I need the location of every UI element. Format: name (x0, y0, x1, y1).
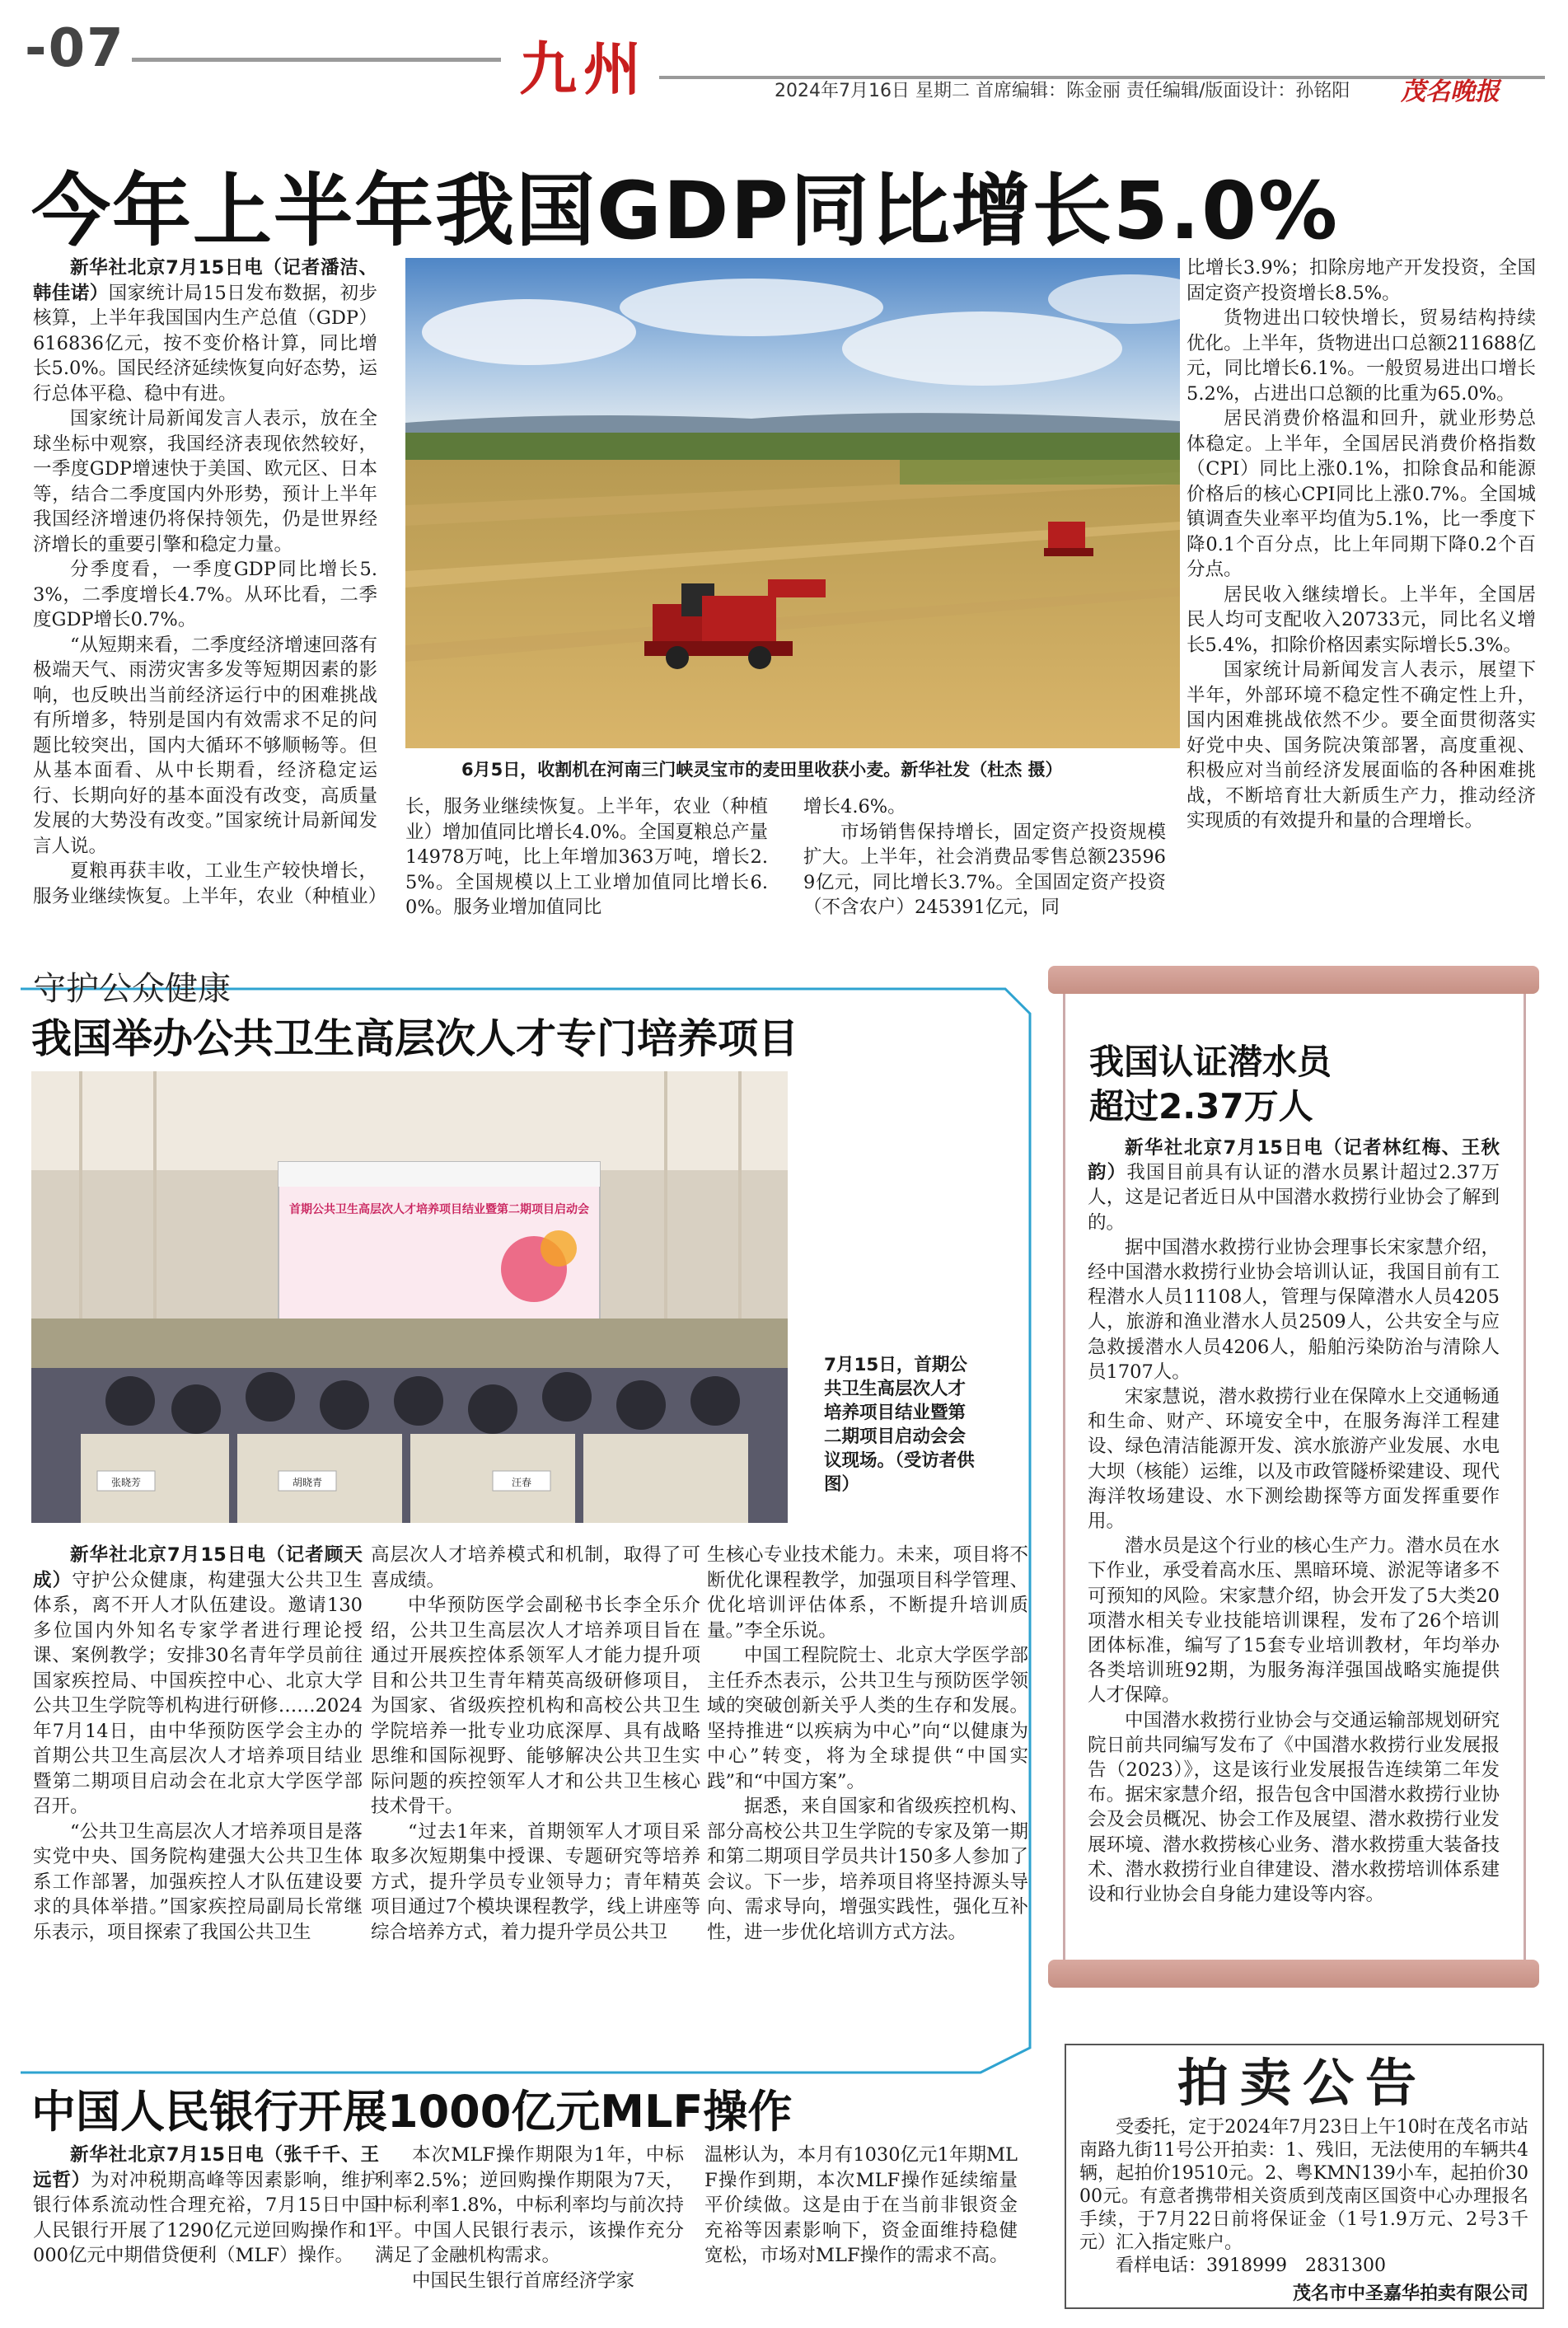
article1-para: 分季度看，一季度GDP同比增长5.3%，二季度增长4.7%。从环比看，二季度GDP增长0.7%。 (33, 559, 377, 630)
article2-para: 生核心专业技术能力。未来，项目将不断优化课程教学，加强项目科学管理、优化培训评估体系，不断提升培训质量。”李全乐说。 (707, 1544, 1028, 1642)
article3-para: 中国潜水救捞行业协会与交通运输部规划研究院日前共同编写发布了《中国潜水救捞行业发展报告（2023）》，这是该行业发展报告连续第二年发布。据宋家慧介绍，报告包含中国潜水救捞行业协会及会员概况、协会工作及展望、潜水救捞行业发展环境、潜水救捞核心业务、潜水救捞重大装备技术、潜水救捞行业自律建设、潜水救捞培训体系建设和行业协会自身能力建设等内容。 (1088, 1709, 1500, 1906)
article3-lead: 新华社北京7月15日电（记者林红梅、王秋韵） (1088, 1137, 1500, 1184)
article2-para: 据悉，来自国家和省级疾控机构、部分高校公共卫生学院的专家及第一期和第二期项目学员共计150多人参加了会议。下一步，培养项目将坚持源头导向、需求导向，增强实践性，强化互补性，进一步优化培训方式方法。 (707, 1796, 1028, 1943)
article4-para: 中国民生银行首席经济学家 (412, 2269, 635, 2292)
article1-para: “从短期来看，二季度经济增速回落有极端天气、雨涝灾害多发等短期因素的影响，也反映出当前经济运行中的困难挑战有所增多，特别是国内有效需求不足的问题比较突出，国内大循环不够顺畅等。但从基本面看、从中长期看，经济稳定运行、长期向好的基本面没有改变，高质量发展的大势没有改变。”国家统计局新闻发言人说。 (33, 634, 377, 857)
article4-col3 (704, 2143, 1018, 2269)
auction-title: 拍卖公告 (1177, 2053, 1428, 2113)
article1-col4 (1187, 255, 1536, 834)
article1-para: 国家统计局新闻发言人表示，放在全球坐标中观察，我国经济表现依然较好，一季度GDP增速快于美国、欧元区、日本等，结合二季度国内外形势，预计上半年我国经济增速仍将保持领先，仍是世界经济增长的重要引擎和稳定力量。 (33, 408, 377, 555)
article2-col2 (371, 1543, 700, 2004)
article4-para: 本次MLF操作期限为1年，中标利率2.5%；逆回购操作期限为7天，中标利率1.8%，中标利率均与前次持平。中国人民银行表示，该操作充分满足了金融机构需求。 (375, 2144, 684, 2266)
article1-lead: 新华社北京7月15日电（记者潘洁、韩佳诺） (33, 257, 377, 304)
auction-body: 受委托，定于2024年7月23日上午10时在茂名市站南路九街11号公开拍卖：1、残旧，无法使用的车辆共4辆，起拍价19510元。2、粤KMN139小车，起拍价3000元。有意者携带相关资质到茂南区国资中心办理报名手续，于7月22日前将保证金（1号1.9万元、2号3千元）汇入指定账户。 看样电话：3918999 2831300 (1079, 2117, 1528, 2276)
article3-body: 新华社北京7月15日电（记者林红梅、王秋韵）我国目前具有认证的潜水员累计超过2.37万人，这是记者近日从中国潜水救捞行业协会了解到的。 据中国潜水救捞行业协会理事长宋家慧介绍，经中国潜水救捞行业协会培训认证，我国目前有工程潜水人员11108人，管理与保障潜水人员4205人，旅游和渔业潜水人员2509人，公共安全与应急救援潜水人员4206人，船舶污染防治与清除人员1707人。 宋家慧说，潜水救捞行业在保障水上交通畅通和生命、财产、环境安全中，在服务海洋工程建设、绿色清洁能源开发、滨水旅游产业发展、水电大坝（核能）运维，以及市政管隧桥梁建设、现代海洋牧场建设、水下测绘勘探等方面发挥重要作用。 潜水员是这个行业的核心生产力。潜水员在水下作业，承受着高水压、黑暗环境、淤泥等诸多不可预知的风险。宋家慧介绍，协会开发了5大类20项潜水相关专业技能培训课程，发布了26个培训团体标准，编写了15套专业培训教材，年均举办各类培训班92期，为服务海洋强国战略实施提供人才保障。 中国潜水救捞行业协会与交通运输部规划研究院日前共同编写发布了《中国潜水救捞行业发展报告（2023）》，这是该行业发展报告连续第二年发布。据宋家慧介绍，报告包含中国潜水救捞行业协会及会员概况、协会工作及展望、潜水救捞行业发展环境、潜水救捞核心业务、潜水救捞重大装备技术、潜水救捞行业自律建设、潜水救捞培训体系建设和行业协会自身能力建设等内容。 (1088, 1136, 1500, 1907)
article1-para: 居民收入继续增长。上半年，全国居民人均可支配收入20733元，同比名义增长5.4%，扣除价格因素实际增长5.3%。 (1187, 583, 1536, 656)
article1-para: 市场销售保持增长，固定资产投资规模扩大。上半年，社会消费品零售总额235969亿元，同比增长3.7%。全国固定资产投资（不含农户）245391亿元，同 (803, 821, 1166, 918)
article4-para: 温彬认为，本月有1030亿元1年期MLF操作到期，本次MLF操作延续缩量平价续做。这是由于在当前非银资金充裕等因素影响下，资金面维持稳健宽松，市场对MLF操作的需求不高。 (704, 2144, 1018, 2266)
article2-col1: 新华社北京7月15日电（记者顾天成）守护公众健康，构建强大公共卫生体系，离不开人才队伍建设。邀请130多位国内外知名专家学者进行理论授课、案例教学；安排30名青年学员前往国家疾控局、中国疾控中心、北京大学公共卫生学院等机构进行研修……2024年7月14日，由中华预防医学会主办的首期公共卫生高层次人才培养项目结业暨第二期项目启动会在北京大学医学部召开。 “公共卫生高层次人才培养项目是落实党中央、国务院构建强大公共卫生体系工作部署，加强疾控人才队伍建设要求的具体举措。”国家疾控局副局长常继乐表示，项目探索了我国公共卫生 (33, 1543, 363, 2004)
article2-lead: 新华社北京7月15日电（记者顾天成） (33, 1544, 363, 1591)
auction-company: 茂名市中圣嘉华拍卖有限公司 (1292, 2284, 1528, 2304)
name-card: 汪春 (511, 1477, 532, 1488)
article1-title: 今年上半年我国GDP同比增长5.0% (31, 165, 1340, 257)
article2-kicker: 守护公众健康 (33, 970, 231, 1008)
name-card: 张晓芳 (110, 1477, 142, 1488)
harvest-photo (405, 258, 1180, 748)
article3-para: 潜水员是这个行业的核心生产力。潜水员在水下作业，承受着高水压、黑暗环境、淤泥等诸多不可预知的风险。宋家慧介绍，协会开发了5大类20项潜水相关专业技能培训课程，发布了26个培训团体标准，编写了15套专业培训教材，年均举办各类培训班92期，为服务海洋强国战略实施提供人才保障。 (1088, 1535, 1500, 1707)
article2-col3 (707, 1543, 1028, 2004)
article3-title: 我国认证潜水员 超过2.37万人 (1089, 1042, 1332, 1127)
article2-para: “过去1年来，首期领军人才项目采取多次短期集中授课、专题研究等培养方式，提升学员专业领导力；青年精英项目通过7个模块课程教学，线上讲座等综合培养方式，着力提升学员公共卫 (371, 1820, 700, 1943)
scroll-bottom (1048, 1960, 1539, 1988)
article1-para: 居民消费价格温和回升，就业形势总体稳定。上半年，全国居民消费价格指数（CPI）同比上涨0.1%，扣除食品和能源价格后的核心CPI同比上涨0.7%。全国城镇调查失业率平均值为5.1%，比一季度下降0.1个百分点，比上年同期下降0.2个百分点。 (1187, 408, 1536, 580)
dateline: 2024年7月16日 星期二 首席编辑：陈金丽 责任编辑/版面设计：孙铭阳 (775, 81, 1350, 101)
paper-logo: 茂名晚报 (1401, 77, 1500, 106)
article1-col1: 新华社北京7月15日电（记者潘洁、韩佳诺）国家统计局15日发布数据，初步核算，上半年我国国内生产总值（GDP）616836亿元，按不变价格计算，同比增长5.0%。国民经济延续恢复向好态势，运行总体平稳、稳中有进。 国家统计局新闻发言人表示，放在全球坐标中观察，我国经济表现依然较好，一季度GDP增速快于美国、欧元区、日本等，结合二季度国内外形势，预计上半年我国经济增速仍将保持领先，仍是世界经济增长的重要引擎和稳定力量。 分季度看，一季度GDP同比增长5.3%，二季度增长4.7%。从环比看，二季度GDP增长0.7%。 “从短期来看，二季度经济增速回落有极端天气、雨涝灾害多发等短期因素的影响，也反映出当前经济运行中的困难挑战有所增多，特别是国内有效需求不足的问题比较突出，国内大循环不够顺畅等。但从基本面看、从中长期看，经济稳定运行、长期向好的基本面没有改变，高质量发展的大势没有改变。”国家统计局新闻发言人说。 夏粮再获丰收，工业生产较快增长，服务业继续恢复。上半年，农业（种植业） (33, 255, 377, 910)
article3-para: 宋家慧说，潜水救捞行业在保障水上交通畅通和生命、财产、环境安全中，在服务海洋工程建设、绿色清洁能源开发、滨水旅游产业发展、水电大坝（核能）运维，以及市政管隧桥梁建设、现代海洋牧场建设、水下测绘勘探等方面发挥重要作用。 (1088, 1386, 1500, 1533)
article1-para: 货物进出口较快增长，贸易结构持续优化。上半年，货物进出口总额211688亿元，同比增长6.1%。一般贸易进出口增长5.2%，占进出口总额的比重为65.0%。 (1187, 307, 1536, 405)
article1-para: 比增长3.9%；扣除房地产开发投资，全国固定资产投资增长8.5%。 (1187, 257, 1536, 304)
article4-col2 (375, 2143, 684, 2293)
article4-col1: 新华社北京7月15日电（张千千、王远哲）为对冲税期高峰等因素影响，维护银行体系流动性合理充裕，7月15日中国人民银行开展了1290亿元逆回购操作和1000亿元中期借贷便利（MLF）操作。 (33, 2144, 379, 2266)
article1-col2 (405, 794, 768, 920)
article1-para: 增长4.6%。 (803, 796, 906, 817)
name-card: 胡晓青 (292, 1477, 323, 1488)
section-tag: 九州 (519, 35, 648, 103)
article1-para: 国家统计局新闻发言人表示，展望下半年，外部环境不稳定性不确定性上升，国内困难挑战依然不少。要全面贯彻落实好党中央、国务院决策部署，高度重视、积极应对当前经济发展面临的各种困难挑战，不断培育壮大新质生产力，推动经济实现质的有效提升和量的合理增长。 (1187, 659, 1536, 831)
meeting-photo-caption: 7月15日，首期公共卫生高层次人才培养项目结业暨第二期项目启动会会议现场。（受访者供图） (824, 1355, 975, 1495)
meeting-photo-image (31, 1071, 788, 1523)
article1-para: 夏粮再获丰收，工业生产较快增长，服务业继续恢复。上半年，农业（种植业） (33, 860, 377, 907)
article4-title: 中国人民银行开展1000亿元MLF操作 (31, 2086, 793, 2138)
article3-para: 据中国潜水救捞行业协会理事长宋家慧介绍，经中国潜水救捞行业协会培训认证，我国目前有工程潜水人员11108人，管理与保障潜水人员4205人，旅游和渔业潜水人员2509人，公共安全与应急救援潜水人员4206人，船舶污染防治与清除人员1707人。 (1088, 1236, 1500, 1383)
screen-title: 首期公共卫生高层次人才培养项目结业暨第二期项目启动会 (289, 1203, 589, 1216)
article1-para: 长，服务业继续恢复。上半年，农业（种植业）增加值同比增长4.0%。全国夏粮总产量14978万吨，比上年增加363万吨，增长2.5%。全国规模以上工业增加值同比增长6.0%。服务业增加值同比 (405, 796, 768, 918)
article2-title: 我国举办公共卫生高层次人才专门培养项目 (31, 1015, 799, 1062)
auction-phone: 看样电话：3918999 2831300 (1116, 2255, 1386, 2276)
harvest-photo-caption: 6月5日，收割机在河南三门峡灵宝市的麦田里收获小麦。新华社发（杜杰 摄） (461, 760, 1063, 780)
harvest-photo-image (405, 258, 1180, 748)
scroll-top (1048, 966, 1539, 994)
article2-para: 中国工程院院士、北京大学医学部主任乔杰表示，公共卫生与预防医学领域的突破创新关乎人类的生存和发展。坚持推进“以疾病为中心”向“以健康为中心”转变，将为全球提供“中国实践”和“中国方案”。 (707, 1645, 1028, 1792)
article1-col3 (803, 794, 1166, 920)
page-number: -07 (25, 18, 125, 79)
article2-para: 高层次人才培养模式和机制，取得了可喜成绩。 (371, 1544, 700, 1591)
article2-para: 中华预防医学会副秘书长李全乐介绍，公共卫生高层次人才培养项目旨在通过开展疾控体系领军人才能力提升项目和公共卫生青年精英高级研修项目，为国家、省级疾控机构和高校公共卫生学院培养一批专业功底深厚、具有战略思维和国际视野、能够解决公共卫生实际问题的疾控领军人才和公共卫生核心技术骨干。 (371, 1595, 700, 1817)
meeting-photo (31, 1071, 788, 1523)
article2-para: “公共卫生高层次人才培养项目是落实党中央、国务院构建强大公共卫生体系工作部署，加强疾控人才队伍建设要求的具体举措。”国家疾控局副局长常继乐表示，项目探索了我国公共卫生 (33, 1820, 363, 1943)
header-rule-left (132, 58, 501, 62)
article4-lead: 新华社北京7月15日电（张千千、王远哲） (33, 2144, 379, 2191)
